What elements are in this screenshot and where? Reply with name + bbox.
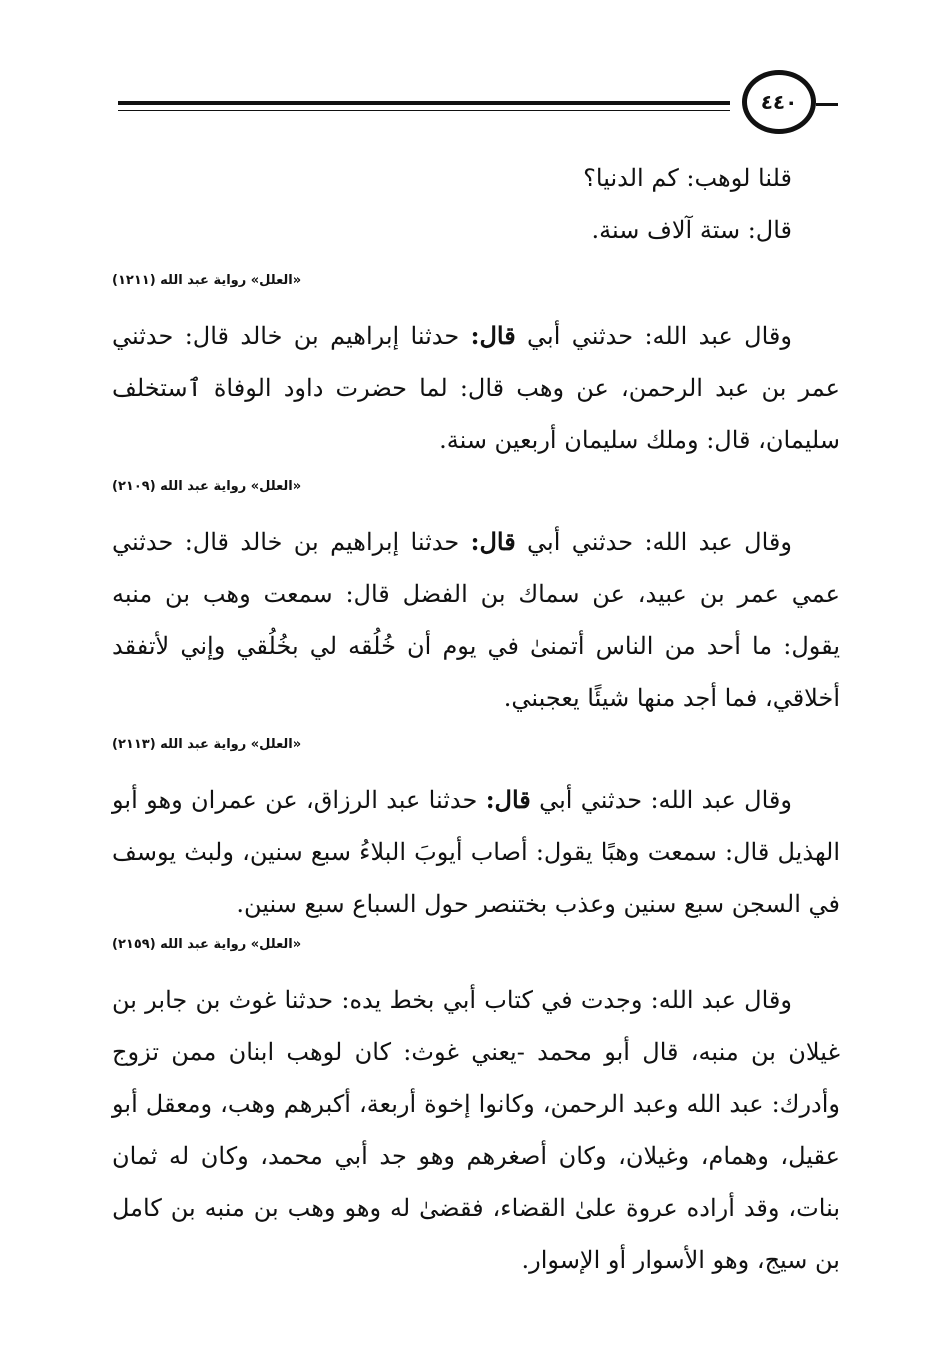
narration-lead: وقال عبد الله: حدثني أبي xyxy=(527,528,792,556)
narration-paragraph xyxy=(112,310,840,466)
narration-lead: وقال عبد الله: حدثني أبي xyxy=(527,322,792,350)
source-reference-text: «العلل» رواية عبد الله (٢١١٣) xyxy=(112,737,302,752)
page-number-badge xyxy=(742,70,816,134)
source-reference-text: «العلل» رواية عبد الله (٢١٥٩) xyxy=(112,937,302,952)
source-reference xyxy=(112,934,840,956)
source-reference-text: «العلل» رواية عبد الله (١٢١١) xyxy=(112,273,302,288)
narration-paragraph xyxy=(112,774,840,930)
narration-text: حدثنا إبراهيم بن خالد قال: حدثني عمي عمر بن عبيد، عن سماك بن الفضل قال: سمعت وهب بن منبه يقول: ما أحد من الناس أتمنىٰ في يوم أن خُلُقه لي بخُلُقي وإني لأتفقد أخلاقي، فما أجد منها شيئًا يعجبني. xyxy=(112,528,840,712)
narration-paragraph xyxy=(112,974,840,1286)
text-line: قال: ستة آلاف سنة. xyxy=(591,216,792,244)
source-reference-text: «العلل» رواية عبد الله (٢١٠٩) xyxy=(112,479,302,494)
narration-paragraph xyxy=(112,516,840,724)
page-number: ٤٤٠ xyxy=(760,90,798,114)
page-header xyxy=(112,70,842,140)
narration-text: حدثنا إبراهيم بن خالد قال: حدثني عمر بن عبد الرحمن، عن وهب قال: لما حضرت داود الوفاة ٱستخلف سليمان، قال: وملك سليمان أربعين سنة. xyxy=(112,322,840,454)
narration-bold: قال: xyxy=(485,785,531,814)
source-reference xyxy=(112,476,840,498)
narration-lead: وقال عبد الله: حدثني أبي xyxy=(539,786,792,814)
source-reference xyxy=(112,734,840,756)
text-line: قلنا لوهب: كم الدنيا؟ xyxy=(583,164,792,192)
header-rule-thin xyxy=(118,110,730,111)
narration-bold: قال: xyxy=(470,527,516,556)
narration-text: حدثنا عبد الرزاق، عن عمران وهو أبو الهذيل قال: سمعت وهبًا يقول: أصاب أيوبَ البلاءُ سبع سنين، ولبث يوسف في السجن سبع سنين وعذب بختنصر حول السباع سبع سنين. xyxy=(112,786,840,918)
page-content xyxy=(112,152,840,1286)
source-reference xyxy=(112,270,840,292)
narration-text: وقال عبد الله: وجدت في كتاب أبي بخط يده: حدثنا غوث بن جابر بن غيلان بن منبه، قال أبو محمد -يعني غوث: كان لوهب ابنان ممن تزوج وأدرك: عبد الله وعبد الرحمن، وكانوا إخوة أربعة، أكبرهم وهب، ومعقل أبو عقيل، وهمام، وغيلان، وكان أصغرهم وهو جد أبي محمد، وكان له ثمان بنات، وقد أراده عروة علىٰ القضاء، فقضىٰ له وهو وهب بن منبه بن كامل بن سيج، وهو الأسوار أو الإسوار. xyxy=(112,986,840,1274)
header-rule xyxy=(118,101,730,105)
header-rule-right xyxy=(816,103,838,106)
narration-bold: قال: xyxy=(470,321,516,350)
